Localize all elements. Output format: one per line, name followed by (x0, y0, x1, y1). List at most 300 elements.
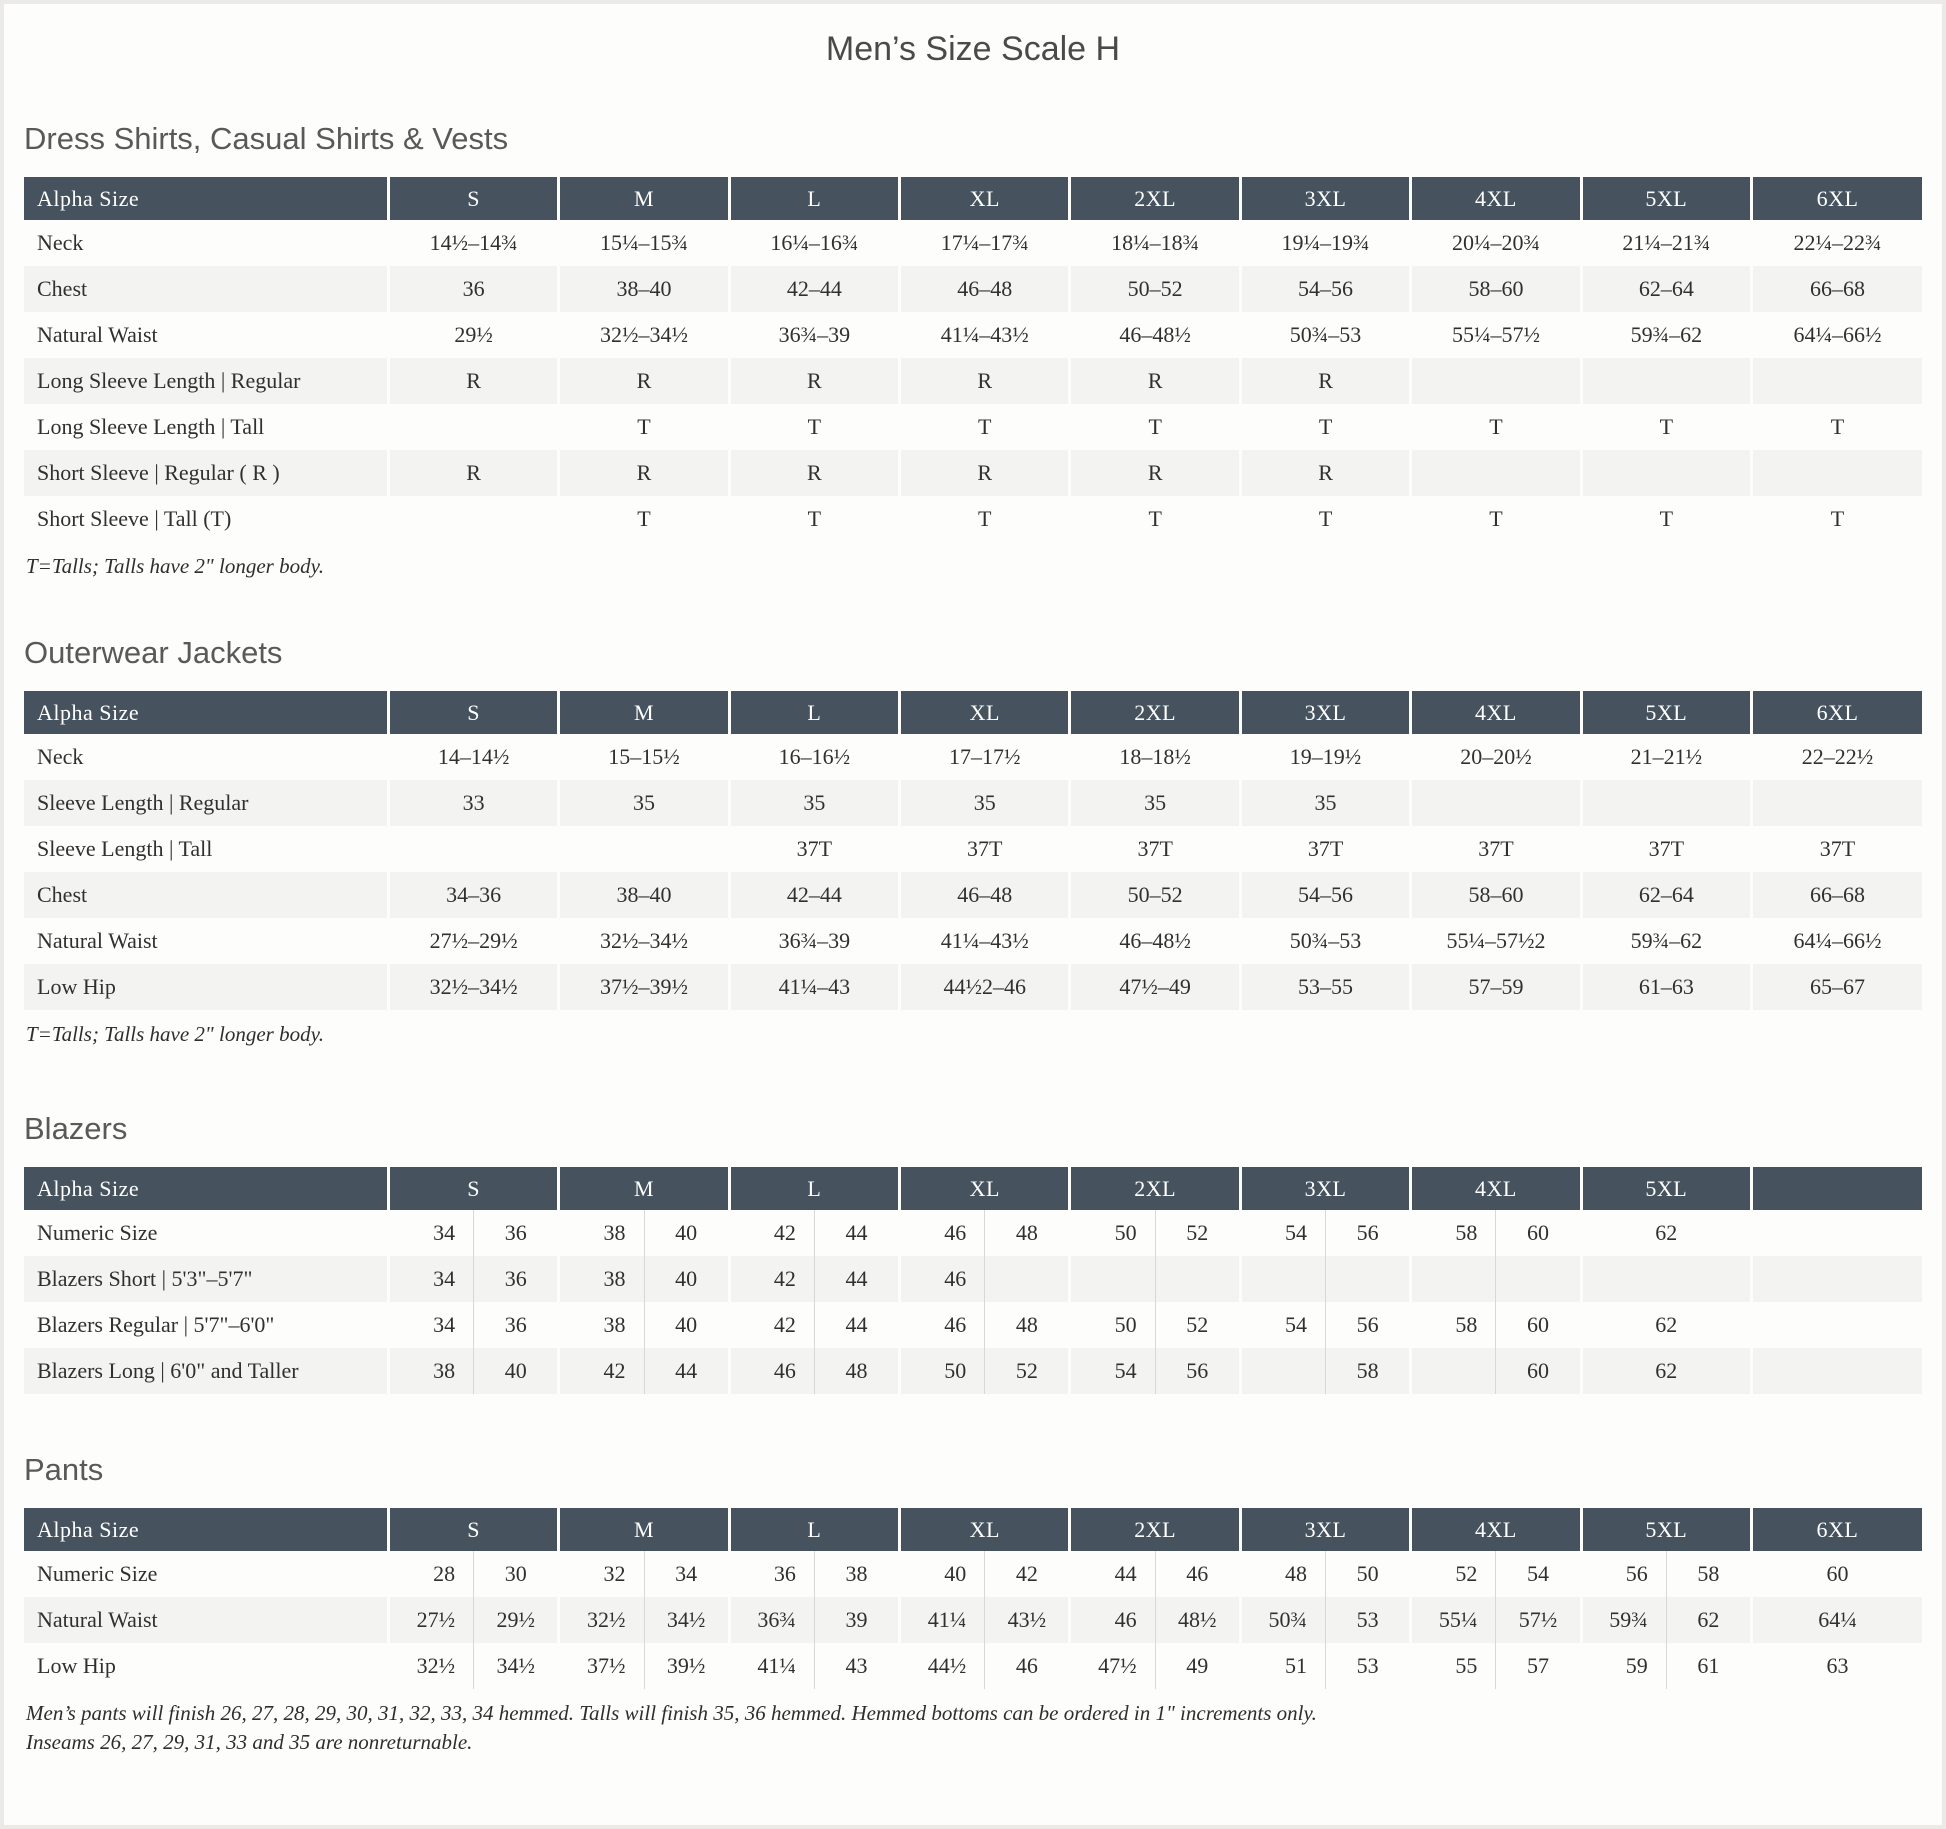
size-cell: 39½ (644, 1643, 729, 1689)
column-header (1751, 1167, 1922, 1210)
table-row (24, 1551, 1922, 1597)
size-cell: T (729, 404, 899, 450)
size-cell: 55¼ (1411, 1597, 1496, 1643)
size-cell: 59 (1581, 1643, 1666, 1689)
column-header: XL (900, 1167, 1070, 1210)
size-cell: 61–63 (1581, 964, 1751, 1010)
column-header: 5XL (1581, 1167, 1751, 1210)
row-label: Short Sleeve | Regular ( R ) (24, 450, 388, 496)
size-cell: 35 (729, 780, 899, 826)
table-row (24, 734, 1922, 780)
size-cell (1411, 780, 1581, 826)
size-cell: 54 (1240, 1302, 1325, 1348)
row-label: Blazers Regular | 5'7"–6'0" (24, 1302, 388, 1348)
size-cell: 64¼–66½ (1793, 322, 1882, 347)
size-cell: 57 (1496, 1643, 1581, 1689)
size-cell: 64¼ (1751, 1597, 1922, 1643)
size-cell: 60 (1496, 1348, 1581, 1394)
column-header: 5XL (1581, 691, 1751, 734)
size-cell: 42 (729, 1256, 814, 1302)
size-cell: 50–52 (1070, 872, 1240, 918)
size-cell: 33 (388, 780, 558, 826)
size-cell: T (1581, 404, 1751, 450)
size-cell: R (559, 358, 729, 404)
size-cell: 58 (1411, 1302, 1496, 1348)
column-header: 6XL (1752, 691, 1922, 734)
row-label: Natural Waist (24, 1597, 388, 1643)
size-cell (1411, 1256, 1496, 1302)
size-cell: 32½–34½ (559, 918, 729, 964)
row-label: Low Hip (24, 964, 388, 1010)
row-label: Long Sleeve Length | Regular (24, 358, 388, 404)
size-cell: 36 (474, 1210, 559, 1256)
column-header: M (559, 691, 729, 734)
size-cell: 20¼–20¾ (1411, 220, 1581, 266)
table-row (24, 964, 1922, 1010)
row-label: Natural Waist (24, 918, 388, 964)
size-cell (1155, 1256, 1240, 1302)
column-header: 4XL (1411, 1508, 1581, 1551)
blazers-table (24, 1167, 1922, 1394)
size-cell: 47½ (1070, 1643, 1155, 1689)
size-cell: 49 (1155, 1643, 1240, 1689)
size-cell: 15¼–15¾ (559, 220, 729, 266)
column-header: S (388, 691, 558, 734)
size-cell: 58 (1666, 1551, 1751, 1597)
size-cell (1411, 450, 1581, 496)
size-cell: 46–48 (900, 872, 1070, 918)
size-cell: 62 (1666, 1597, 1751, 1643)
size-cell (1751, 1256, 1922, 1302)
size-cell: 40 (644, 1302, 729, 1348)
column-header: 3XL (1240, 691, 1410, 734)
size-cell: 53 (1326, 1597, 1411, 1643)
size-cell: 50 (1070, 1210, 1155, 1256)
size-cell: 15–15½ (559, 734, 729, 780)
size-cell (1411, 1348, 1496, 1394)
size-cell: 21¼–21¾ (1581, 220, 1751, 266)
column-header: 3XL (1240, 1167, 1410, 1210)
column-header: 6XL (1752, 177, 1922, 220)
table-row (24, 1210, 1922, 1256)
size-cell: 27½–29½ (388, 918, 558, 964)
size-cell: 44 (814, 1302, 899, 1348)
size-cell: 56 (1326, 1302, 1411, 1348)
column-header: L (729, 1508, 899, 1551)
size-cell: 38–40 (559, 266, 729, 312)
size-cell: 46–48½ (1070, 312, 1240, 358)
row-label: Blazers Long | 6'0" and Taller (24, 1348, 388, 1394)
size-cell: 41¼ (729, 1643, 814, 1689)
row-label: Numeric Size (24, 1551, 388, 1597)
size-cell (1581, 358, 1751, 404)
size-cell: 20–20½ (1411, 734, 1581, 780)
size-cell: 19¼–19¾ (1240, 220, 1410, 266)
size-cell: 50¾–53 (1240, 918, 1410, 964)
size-cell: R (900, 358, 1070, 404)
size-cell: R (1070, 450, 1240, 496)
dress-shirts-footnote: T=Talls; Talls have 2" longer body. (26, 554, 324, 578)
size-cell (1752, 358, 1922, 404)
size-cell: 41¼ (900, 1597, 985, 1643)
size-cell: 61 (1666, 1643, 1751, 1689)
row-label: Neck (24, 220, 388, 266)
size-cell: 28 (388, 1551, 473, 1597)
size-cell: 32½–34½ (559, 312, 729, 358)
size-cell: 40 (644, 1256, 729, 1302)
size-cell: 29½ (474, 1597, 559, 1643)
pants-footnote-line2: Inseams 26, 27, 29, 31, 33 and 35 are nonreturnable. (26, 1730, 473, 1754)
page-title: Men’s Size Scale H (825, 30, 1121, 68)
size-cell (1070, 1256, 1155, 1302)
size-cell: 38 (388, 1348, 473, 1394)
size-cell: 32½ (559, 1597, 644, 1643)
row-label: Numeric Size (24, 1210, 388, 1256)
size-cell: 22¼–22¾ (1793, 230, 1882, 255)
size-cell: 63 (1826, 1653, 1849, 1678)
size-cell: 59¾ (1581, 1597, 1666, 1643)
size-cell: 36¾–39 (729, 918, 899, 964)
table-row (24, 1643, 1922, 1689)
size-cell: 46 (1070, 1597, 1155, 1643)
size-cell: 43½ (985, 1597, 1070, 1643)
size-cell: T (729, 496, 899, 542)
size-cell: 58 (1411, 1210, 1496, 1256)
size-cell: 44 (814, 1256, 899, 1302)
column-header: L (729, 177, 899, 220)
size-cell (388, 826, 558, 872)
size-cell: 51 (1240, 1643, 1325, 1689)
size-cell: 62 (1581, 1348, 1751, 1394)
size-cell: 52 (1155, 1302, 1240, 1348)
size-cell: R (388, 450, 558, 496)
size-cell: 55¼–57½2 (1411, 918, 1581, 964)
size-cell: 29½ (388, 312, 558, 358)
column-header: XL (900, 177, 1070, 220)
column-header: L (729, 691, 899, 734)
size-cell: 56 (1581, 1551, 1666, 1597)
size-cell: 59¾–62 (1581, 312, 1751, 358)
column-header: S (388, 177, 558, 220)
size-cell: 32 (559, 1551, 644, 1597)
size-cell: T (1240, 404, 1410, 450)
size-cell: 16¼–16¾ (729, 220, 899, 266)
size-cell: 44 (644, 1348, 729, 1394)
table-row (24, 450, 1922, 496)
size-cell: 54 (1496, 1551, 1581, 1597)
table-row (24, 496, 1922, 542)
size-cell: 54–56 (1240, 266, 1410, 312)
size-cell: 34 (388, 1256, 473, 1302)
size-cell: T (900, 496, 1070, 542)
size-cell: 18–18½ (1070, 734, 1240, 780)
size-cell: 32½–34½ (388, 964, 558, 1010)
column-header: S (388, 1508, 558, 1551)
table-row (24, 220, 1922, 266)
size-cell: 58–60 (1411, 266, 1581, 312)
row-label: Short Sleeve | Tall (T) (24, 496, 388, 542)
table-row (24, 1302, 1922, 1348)
size-cell: 34 (388, 1210, 473, 1256)
size-cell: 36 (474, 1256, 559, 1302)
size-cell: 46–48½ (1070, 918, 1240, 964)
size-cell: 44 (1070, 1551, 1155, 1597)
column-header: 3XL (1240, 1508, 1410, 1551)
size-cell: 30 (474, 1551, 559, 1597)
size-cell: 54 (1070, 1348, 1155, 1394)
size-cell: R (1240, 358, 1410, 404)
size-cell: 34–36 (388, 872, 558, 918)
size-cell: 40 (474, 1348, 559, 1394)
row-header-column-title: Alpha Size (24, 177, 388, 220)
size-cell: 50¾–53 (1240, 312, 1410, 358)
size-cell: 66–68 (1752, 266, 1922, 312)
table-row (24, 1256, 1922, 1302)
section-heading-pants: Pants (24, 1452, 104, 1487)
size-cell: 62–64 (1581, 872, 1751, 918)
size-cell: 42 (729, 1302, 814, 1348)
size-cell: 57½ (1496, 1597, 1581, 1643)
size-cell: 37½–39½ (559, 964, 729, 1010)
size-cell: 34 (388, 1302, 473, 1348)
column-header: 5XL (1581, 1508, 1751, 1551)
size-cell: 38 (559, 1210, 644, 1256)
size-cell: 48 (814, 1348, 899, 1394)
size-cell: 50 (1070, 1302, 1155, 1348)
size-cell: 62 (1581, 1210, 1751, 1256)
size-cell: 53 (1326, 1643, 1411, 1689)
size-cell: T (1581, 496, 1751, 542)
size-cell: 42–44 (729, 872, 899, 918)
size-cell: 65–67 (1752, 964, 1922, 1010)
size-cell (388, 404, 558, 450)
column-header: 4XL (1411, 691, 1581, 734)
size-cell: 44½2–46 (900, 964, 1070, 1010)
row-header-column-title: Alpha Size (24, 691, 388, 734)
size-cell: 18¼–18¾ (1070, 220, 1240, 266)
size-cell: 22–22½ (1801, 744, 1874, 769)
pants-table (24, 1508, 1922, 1689)
size-cell (1751, 1348, 1922, 1394)
size-cell: 52 (1155, 1210, 1240, 1256)
size-cell (1496, 1256, 1581, 1302)
column-header: XL (900, 691, 1070, 734)
column-header: XL (900, 1508, 1070, 1551)
size-cell: 54 (1240, 1210, 1325, 1256)
size-cell: 46–48 (900, 266, 1070, 312)
size-cell: 62–64 (1581, 266, 1751, 312)
size-cell (1751, 1302, 1922, 1348)
size-cell: 64¼–66½ (1793, 928, 1882, 953)
size-cell (388, 496, 558, 542)
column-header: M (559, 1167, 729, 1210)
size-cell (985, 1256, 1070, 1302)
table-row (24, 1597, 1922, 1643)
column-header: 2XL (1070, 691, 1240, 734)
size-cell: T (1240, 496, 1410, 542)
size-cell: 35 (1070, 780, 1240, 826)
table-row (24, 918, 1922, 964)
size-cell: 38–40 (559, 872, 729, 918)
table-row (24, 312, 1922, 358)
size-cell: 16–16½ (729, 734, 899, 780)
size-cell: 17¼–17¾ (900, 220, 1070, 266)
size-cell: 36 (729, 1551, 814, 1597)
size-cell: 44 (814, 1210, 899, 1256)
table-row (24, 358, 1922, 404)
size-cell: 48½ (1155, 1597, 1240, 1643)
size-cell: 42 (985, 1551, 1070, 1597)
row-label: Low Hip (24, 1643, 388, 1689)
size-cell: 54–56 (1240, 872, 1410, 918)
size-cell: 36 (388, 266, 558, 312)
size-cell: 56 (1155, 1348, 1240, 1394)
column-header: 4XL (1411, 177, 1581, 220)
size-cell: 36 (474, 1302, 559, 1348)
size-cell: 38 (559, 1256, 644, 1302)
size-cell: 44½ (900, 1643, 985, 1689)
column-header: 4XL (1411, 1167, 1581, 1210)
table-row (24, 266, 1922, 312)
pants-footnote-line1: Men’s pants will finish 26, 27, 28, 29, 30, 31, 32, 33, 34 hemmed. Talls will finish 35, 36 hemmed. Hemmed bottoms can be ordered in 1" increments only. (26, 1701, 1317, 1725)
size-cell: 46 (900, 1302, 985, 1348)
column-header: 2XL (1070, 1508, 1240, 1551)
size-cell: T (1070, 404, 1240, 450)
column-header: M (559, 1508, 729, 1551)
size-cell: 38 (814, 1551, 899, 1597)
size-cell (559, 826, 729, 872)
column-header: 2XL (1070, 1167, 1240, 1210)
size-cell: R (729, 450, 899, 496)
size-cell: 57–59 (1411, 964, 1581, 1010)
size-cell: 35 (559, 780, 729, 826)
size-cell: 42 (729, 1210, 814, 1256)
size-cell: 46 (1155, 1551, 1240, 1597)
column-header: L (729, 1167, 899, 1210)
size-cell (1411, 358, 1581, 404)
table-row (24, 404, 1922, 450)
size-cell: R (1070, 358, 1240, 404)
size-cell: 39 (814, 1597, 899, 1643)
size-cell: 50 (1326, 1551, 1411, 1597)
size-cell: T (1830, 414, 1845, 439)
row-label: Blazers Short | 5'3"–5'7" (24, 1256, 388, 1302)
row-label: Natural Waist (24, 312, 388, 358)
size-cell: 50 (900, 1348, 985, 1394)
size-cell (1581, 780, 1751, 826)
size-cell: 40 (644, 1210, 729, 1256)
size-cell: 43 (814, 1643, 899, 1689)
size-cell: 37T (1819, 836, 1856, 861)
size-cell: 62 (1581, 1302, 1751, 1348)
size-cell: T (900, 404, 1070, 450)
table-row (24, 872, 1922, 918)
size-cell: 37T (1411, 826, 1581, 872)
size-cell (1752, 780, 1922, 826)
size-cell: R (559, 450, 729, 496)
size-cell: 60 (1496, 1302, 1581, 1348)
section-heading-outerwear: Outerwear Jackets (24, 635, 283, 670)
size-cell: 35 (900, 780, 1070, 826)
table-row (24, 780, 1922, 826)
column-header: 5XL (1581, 177, 1751, 220)
size-cell: 50–52 (1070, 266, 1240, 312)
dress-shirts-table (24, 177, 1922, 542)
size-cell: 34 (644, 1551, 729, 1597)
section-heading-dress-shirts: Dress Shirts, Casual Shirts & Vests (24, 121, 509, 156)
column-header: 3XL (1240, 177, 1410, 220)
size-cell: T (559, 404, 729, 450)
row-label: Sleeve Length | Regular (24, 780, 388, 826)
size-cell: 60 (1496, 1210, 1581, 1256)
size-cell: 27½ (388, 1597, 473, 1643)
size-cell: 52 (985, 1348, 1070, 1394)
size-cell (1751, 1210, 1922, 1256)
size-cell: 66–68 (1752, 872, 1922, 918)
column-header: M (559, 177, 729, 220)
size-cell: 55 (1411, 1643, 1496, 1689)
size-cell: 46 (900, 1210, 985, 1256)
size-cell: 60 (1826, 1561, 1849, 1586)
size-cell (1240, 1256, 1325, 1302)
size-cell: 41¼–43 (729, 964, 899, 1010)
size-cell (1240, 1348, 1325, 1394)
size-cell: R (900, 450, 1070, 496)
size-cell: 37T (1070, 826, 1240, 872)
row-label: Chest (24, 872, 388, 918)
size-cell: 48 (985, 1302, 1070, 1348)
size-cell: T (1411, 496, 1581, 542)
size-cell: 55¼–57½ (1411, 312, 1581, 358)
size-cell: 37½ (559, 1643, 644, 1689)
size-cell: 48 (985, 1210, 1070, 1256)
outerwear-footnote: T=Talls; Talls have 2" longer body. (26, 1022, 324, 1046)
size-cell: 21–21½ (1581, 734, 1751, 780)
row-header-column-title: Alpha Size (24, 1508, 388, 1551)
size-cell: 32½ (388, 1643, 473, 1689)
size-cell: 47½–49 (1070, 964, 1240, 1010)
size-cell: 50¾ (1240, 1597, 1325, 1643)
size-cell: T (1830, 506, 1845, 531)
column-header: 6XL (1751, 1508, 1922, 1551)
size-cell: 46 (900, 1256, 985, 1302)
size-cell: 59¾–62 (1581, 918, 1751, 964)
size-cell: R (1240, 450, 1410, 496)
size-cell (1581, 450, 1751, 496)
column-header: S (388, 1167, 558, 1210)
outerwear-table (24, 691, 1922, 1010)
size-cell: 37T (900, 826, 1070, 872)
size-cell: 58–60 (1411, 872, 1581, 918)
section-heading-blazers: Blazers (24, 1111, 128, 1146)
size-cell: 35 (1240, 780, 1410, 826)
size-cell (1581, 1256, 1751, 1302)
size-cell: 37T (1581, 826, 1751, 872)
size-cell: 56 (1326, 1210, 1411, 1256)
size-cell: 58 (1326, 1348, 1411, 1394)
size-cell (1326, 1256, 1411, 1302)
size-cell: T (1411, 404, 1581, 450)
size-cell: 42 (559, 1348, 644, 1394)
size-cell: 36¾–39 (729, 312, 899, 358)
size-cell: R (388, 358, 558, 404)
size-cell: 41¼–43½ (900, 312, 1070, 358)
size-cell: 19–19½ (1240, 734, 1410, 780)
size-cell: 40 (900, 1551, 985, 1597)
column-header: 2XL (1070, 177, 1240, 220)
size-cell: 38 (559, 1302, 644, 1348)
row-label: Neck (24, 734, 388, 780)
